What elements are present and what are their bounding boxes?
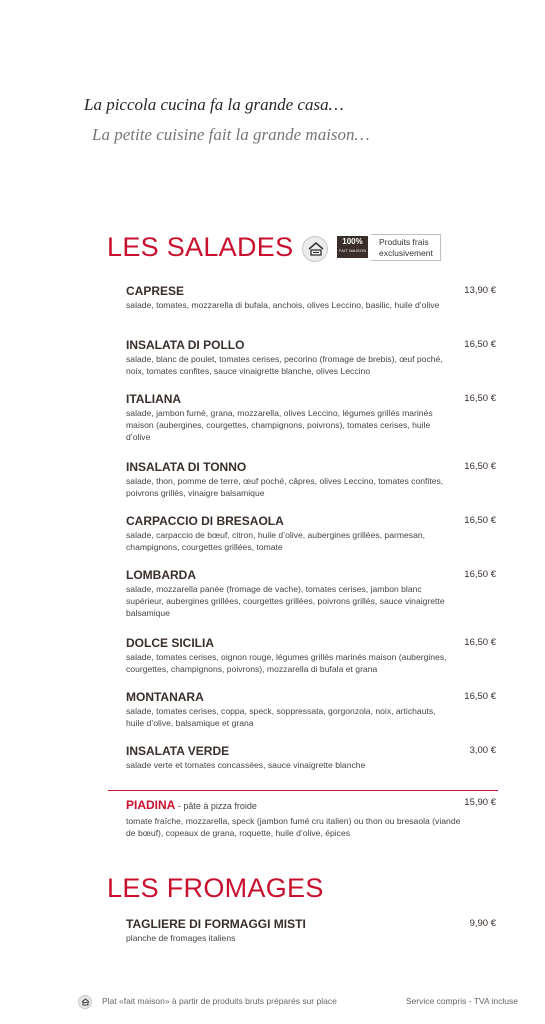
item-name: TAGLIERE DI FORMAGGI MISTI [126,917,306,931]
item-name: INSALATA DI POLLO [126,338,245,352]
item-description: salade, tomates, mozzarella di bufala, anchois, olives Leccino, basilic, huile d’olive [126,300,440,310]
section-divider [108,790,498,791]
item-description: salade verte et tomates concassées, sauce vinaigrette blanche [126,760,366,770]
fait-maison-icon [78,995,92,1009]
item-name: PIADINA [126,798,176,812]
section-title-salades: LES SALADES [107,232,294,262]
section-title-fromages: LES FROMAGES [107,873,324,903]
fresh-line-2: exclusivement [379,248,433,258]
item-price: 16,50 € [464,393,496,404]
item-name: DOLCE SICILIA [126,636,215,650]
fresh-products-note [371,234,441,261]
item-description: salade, thon, pomme de terre, œuf poché, câpres, olives Leccino, tomates confites, poivrons grillés, vinaigre balsamique [126,476,444,498]
item-price: 13,90 € [464,285,496,296]
service-note: Service compris - TVA incluse [405,996,518,1006]
fait-maison-badge [337,236,368,258]
item-price: 16,50 € [464,461,496,472]
item-price: 16,50 € [464,515,496,526]
house-pan-icon [307,241,325,259]
item-name: LOMBARDA [126,568,196,582]
tagline-french: La petite cuisine fait la grande maison… [92,125,370,144]
menu-item-insalata-di-tonno [126,460,496,499]
menu-item-piadina [126,796,496,839]
menu-item-insalata-verde [126,744,496,771]
item-price: 3,00 € [469,745,496,756]
menu-item-montanara [126,690,496,729]
menu-item-caprese [126,284,496,311]
fait-maison-icon [302,236,328,262]
item-name: CAPRESE [126,284,185,298]
item-name: INSALATA VERDE [126,744,230,758]
fait-maison-percent: 100% [342,237,363,246]
item-price: 16,50 € [464,339,496,350]
item-description: salade, mozzarella panée (fromage de vache), tomates cerises, jambon blanc supérieur, aubergines grillées, courgettes grillées, poivrons grillés, sauce vinaigrette balsamique [126,584,445,618]
item-price: 16,50 € [464,569,496,580]
item-subtitle: - pâte à pizza froide [175,801,257,811]
footer [78,995,518,1009]
item-name: MONTANARA [126,690,204,704]
item-price: 15,90 € [464,797,496,808]
item-name: INSALATA DI TONNO [126,460,247,474]
fait-maison-label: FAIT MAISON [338,248,367,253]
menu-item-lombarda [126,568,496,619]
item-price: 16,50 € [464,637,496,648]
fresh-line-1: Produits frais [379,237,429,247]
item-description: salade, blanc de poulet, tomates cerises, pecorino (fromage de brebis), œuf poché, noix, tomates confites, sauce vinaigrette blanche, olives Leccino [126,354,443,376]
tagline-italian: La piccola cucina fa la grande casa… [84,95,344,114]
menu-item-tagliere-di-formaggi-misti [126,917,496,944]
item-price: 16,50 € [464,691,496,702]
item-description: tomate fraîche, mozzarella, speck (jambon fumé cru italien) ou thon ou bresaola (viande de bœuf), copeaux de grana, roquette, huile d’olive, épices [126,816,461,838]
fait-maison-footnote: Plat «fait maison» à partir de produits bruts préparés sur place [102,996,337,1006]
item-description: salade, tomates cerises, coppa, speck, soppressata, gorgonzola, noix, artichauts, huile d’olive, balsamique et grana [126,706,436,728]
item-description: salade, jambon fumé, grana, mozzarella, olives Leccino, légumes grillés marinés maison (aubergines, courgettes, champignons, poivrons), tomates cerises, huile d’olive [126,408,433,442]
menu-item-dolce-sicilia [126,636,496,675]
item-description: planche de fromages italiens [126,933,236,943]
menu-item-carpaccio-di-bresaola [126,514,496,553]
item-description: salade, carpaccio de bœuf, citron, huile d’olive, aubergines grillées, parmesan, champignons, courgettes grillées, tomate [126,530,426,552]
house-pan-icon [81,998,90,1007]
menu-item-italiana [126,392,496,443]
menu-item-insalata-di-pollo [126,338,496,377]
item-description: salade, tomates cerises, oignon rouge, légumes grillés marinés maison (aubergines, courgettes, champignons, poivrons), mozzarella di bufala et grana [126,652,447,674]
item-name: CARPACCIO DI BRESAOLA [126,514,284,528]
item-price: 9,90 € [469,918,496,929]
item-name: ITALIANA [126,392,182,406]
